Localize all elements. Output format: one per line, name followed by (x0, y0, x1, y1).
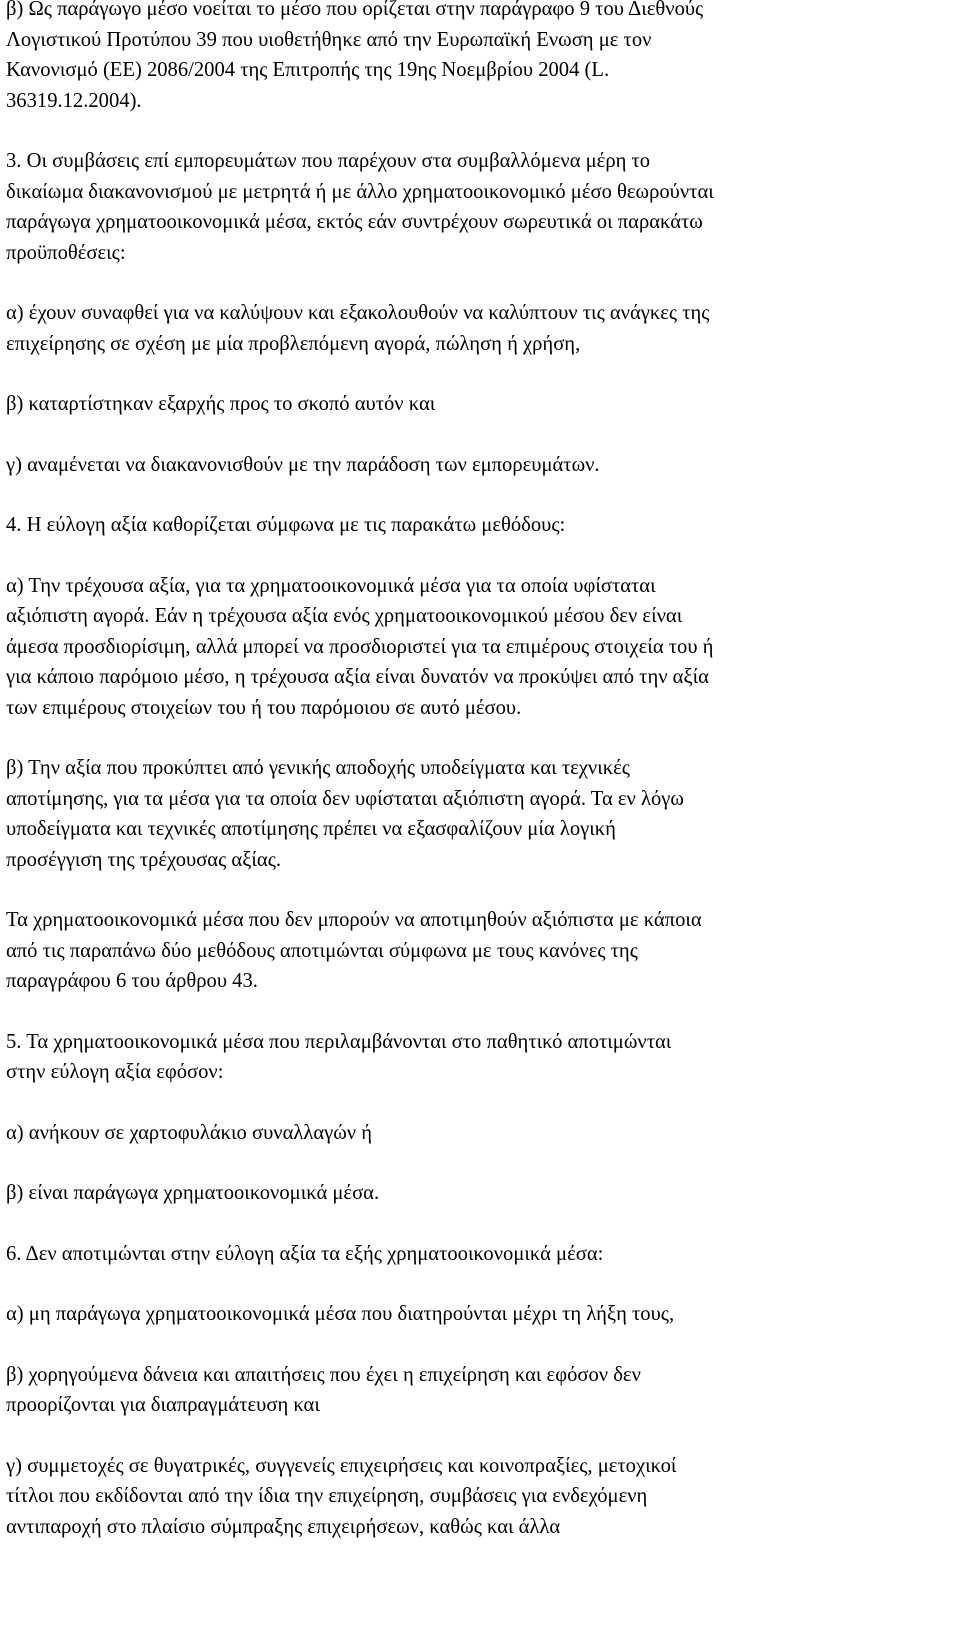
text-line: 6. Δεν αποτιμώνται στην εύλογη αξία τα εξής χρηματοοικονομικά μέσα: (6, 1242, 604, 1265)
text-line: 5. Τα χρηματοοικονομικά μέσα που περιλαμβάνονται στο παθητικό αποτιμώνται (6, 1030, 672, 1053)
paragraph-5-liabilities (6, 1027, 938, 1088)
paragraph-3-commodity-contracts (6, 146, 938, 268)
text-line: για κάποιο παρόμοιο μέσο, η τρέχουσα αξία είναι δυνατόν να προκύψει από την αξία (6, 666, 709, 688)
text-line: αντιπαροχή στο πλαίσιο σύμπραξης επιχειρήσεων, καθώς και άλλα (6, 1515, 561, 1538)
paragraph-derivative-definition (6, 0, 938, 116)
text-line: Τα χρηματοοικονομικά μέσα που δεν μπορούν να αποτιμηθούν αξιόπιστα με κάποια (6, 909, 702, 931)
paragraph-4-fallback (6, 905, 938, 997)
text-line: Λογιστικού Προτύπου 39 που υιοθετήθηκε από την Ευρωπαϊκή Ενωση με τον (6, 28, 652, 51)
text-line: αξιόπιστη αγορά. Εάν η τρέχουσα αξία ενός χρηματοοικονομικού μέσου δεν είναι (6, 605, 683, 627)
text-line: α) μη παράγωγα χρηματοοικονομικά μέσα που διατηρούνται μέχρι τη λήξη τους, (6, 1303, 675, 1325)
text-line: γ) συμμετοχές σε θυγατρικές, συγγενείς επιχειρήσεις και κοινοπραξίες, μετοχικοί (6, 1454, 677, 1477)
paragraph-6b (6, 1360, 938, 1421)
paragraph-4-fair-value-methods (6, 510, 938, 541)
text-line: α) έχουν συναφθεί για να καλύψουν και εξακολουθούν να καλύπτουν τις ανάγκες της (6, 302, 710, 324)
text-line: παραγράφου 6 του άρθρου 43. (6, 970, 258, 992)
text-line: δικαίωμα διακανονισμού με μετρητά ή με άλλο χρηματοοικονομικό μέσο θεωρούνται (6, 180, 714, 203)
text-line: β) Ως παράγωγο μέσο νοείται το μέσο που ορίζεται στην παράγραφο 9 του Διεθνούς (6, 0, 704, 20)
text-line: 3. Οι συμβάσεις επί εμπορευμάτων που παρέχουν στα συμβαλλόμενα μέρη το (6, 150, 651, 172)
paragraph-5a (6, 1118, 938, 1149)
text-line: από τις παραπάνω δύο μεθόδους αποτιμώνται σύμφωνα με τους κανόνες της (6, 939, 638, 962)
paragraph-6a (6, 1299, 938, 1330)
text-line: παράγωγα χρηματοοικονομικά μέσα, εκτός εάν συντρέχουν σωρευτικά οι παρακάτω (6, 211, 703, 233)
text-line: άμεσα προσδιορίσιμη, αλλά μπορεί να προσδιοριστεί για τα επιμέρους στοιχεία του ή (6, 635, 714, 658)
text-line: β) είναι παράγωγα χρηματοοικονομικά μέσα. (6, 1182, 380, 1204)
text-line: τίτλοι που εκδίδονται από την ίδια την επιχείρηση, συμβάσεις για ενδεχόμενη (6, 1485, 648, 1507)
paragraph-4b (6, 753, 938, 875)
text-line: αποτίμησης, για τα μέσα για τα οποία δεν υφίσταται αξιόπιστη αγορά. Τα εν λόγω (6, 787, 684, 810)
text-line: γ) αναμένεται να διακανονισθούν με την παράδοση των εμπορευμάτων. (6, 453, 600, 476)
text-line: α) Την τρέχουσα αξία, για τα χρηματοοικονομικά μέσα για τα οποία υφίσταται (6, 574, 656, 597)
paragraph-6-exclusions (6, 1239, 938, 1270)
text-line: υποδείγματα και τεχνικές αποτίμησης πρέπει να εξασφαλίζουν μία λογική (6, 818, 616, 840)
text-line: α) ανήκουν σε χαρτοφυλάκιο συναλλαγών ή (6, 1121, 373, 1144)
text-line: β) χορηγούμενα δάνεια και απαιτήσεις που έχει η επιχείρηση και εφόσον δεν (6, 1363, 641, 1386)
paragraph-3a (6, 298, 938, 359)
text-line: Κανονισμό (ΕΕ) 2086/2004 της Επιτροπής της 19ης Νοεμβρίου 2004 (L. (6, 59, 610, 81)
text-line: των επιμέρους στοιχείων του ή του παρόμοιου σε αυτό μέσου. (6, 696, 522, 719)
text-line: στην εύλογη αξία εφόσον: (6, 1061, 224, 1083)
paragraph-3b (6, 389, 938, 420)
text-line: επιχείρησης σε σχέση με μία προβλεπόμενη αγορά, πώληση ή χρήση, (6, 332, 581, 355)
paragraph-6c (6, 1451, 938, 1543)
text-line: προϋποθέσεις: (6, 241, 126, 264)
text-line: β) καταρτίστηκαν εξαρχής προς το σκοπό αυτόν και (6, 393, 436, 415)
text-line: προορίζονται για διαπραγμάτευση και (6, 1394, 320, 1416)
text-line: προσέγγιση της τρέχουσας αξίας. (6, 848, 282, 871)
paragraph-3c (6, 450, 938, 481)
text-line: 36319.12.2004). (6, 89, 142, 112)
text-line: 4. Η εύλογη αξία καθορίζεται σύμφωνα με τις παρακάτω μεθόδους: (6, 514, 566, 536)
paragraph-5b (6, 1178, 938, 1209)
text-line: β) Την αξία που προκύπτει από γενικής αποδοχής υποδείγματα και τεχνικές (6, 757, 630, 779)
paragraph-4a (6, 571, 938, 724)
